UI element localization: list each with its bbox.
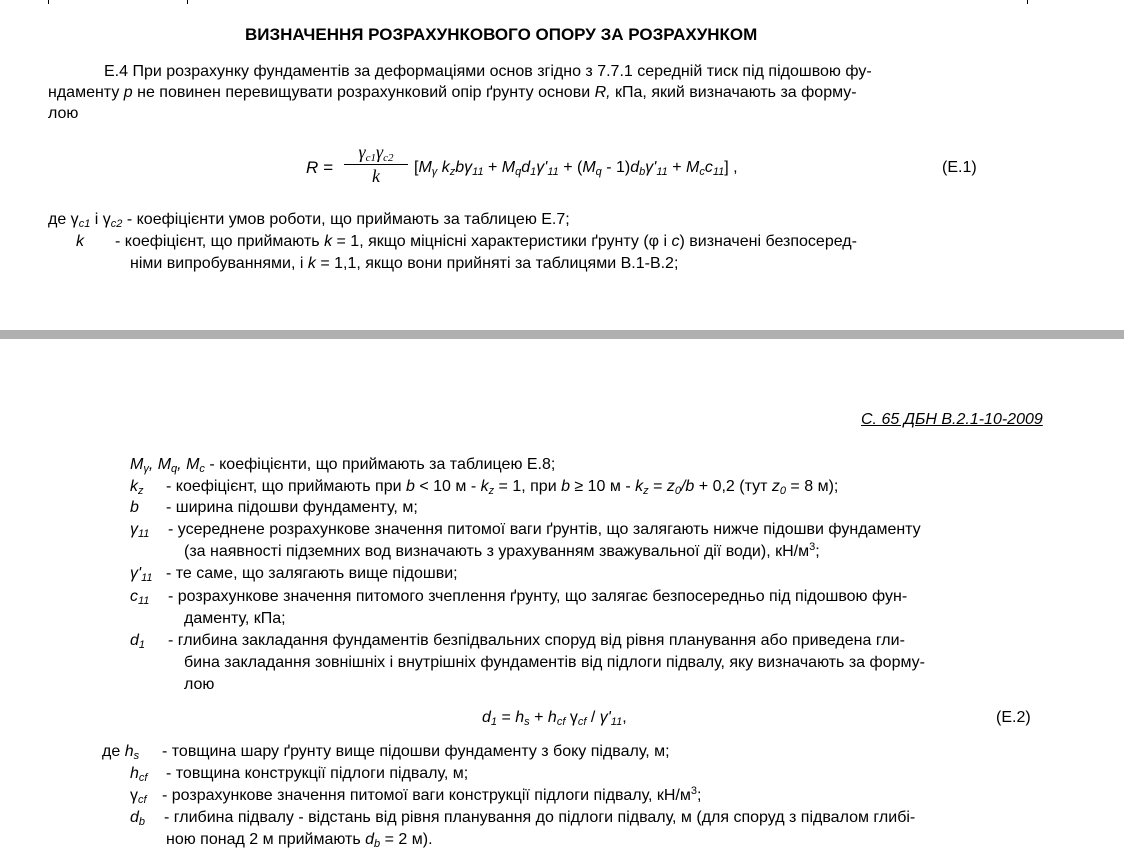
hs-symbol: де $h_s$ [102,743,140,762]
paragraph-e4-line1: Е.4 При розрахунку фундаментів за деформаціями основ згідно з 7.7.1 середній тиск під підошвою фу- [104,63,872,80]
formula-e1-body: [$M_\gamma$ $k_zb\gamma_{11} + M_qd_1\gamma'_{11} + (M_q - 1)d_b\gamma'_{11} + M_cc_{11}$] , [414,159,738,178]
page-divider [0,330,1124,339]
formula-e2-label: (Е.2) [996,709,1031,726]
def-gamma11-prime: - те саме, що залягають вище підошви; [166,565,458,582]
def-kz: - коефіцієнт, що приймають при b < 10 $м - k_z = 1$, при b ≥ 10 $м - k_z = z_0/b + 0,2$ (тут $z_0 = 8$ м); [166,478,839,497]
def-gamma11-line1: - усереднене розрахункове значення питомої ваги ґрунтів, що залягають нижче підошви фундаменту [168,521,921,538]
paragraph-e4-line2: ндаменту p не повинен перевищувати розрахунковий опір ґрунту основи R, кПа, який визначають за форму- [48,84,857,101]
kz-symbol: $k_z$ [130,478,144,497]
paragraph-e4-line3: лою [48,105,79,122]
b-symbol: b [130,499,139,516]
c11-symbol: $c_{11}$ [130,588,150,607]
def-hs: - товщина шару ґрунту вище підошви фундаменту з боку підвалу, м; [162,743,670,760]
where-gamma-c: де $\gamma_{c1}$ і $\gamma_{c2}$ - коефіцієнти умов роботи, що приймають за таблицею Е.7; [48,211,570,230]
def-gamma11-line2: (за наявності підземних вод визначають з урахуванням зважувальної дії води), $кН/м^3$; [184,541,820,560]
formula-e1-fraction [344,142,408,187]
page-header-reference: С. 65 ДБН В.2.1-10-2009 [861,411,1043,428]
d1-symbol: $d_1$ [130,632,146,651]
gamma11-symbol: $\gamma_{11}$ [130,521,150,540]
def-db-line2: ною понад 2 м приймають $d_b = 2$ м). [166,831,433,850]
def-hcf: - товщина конструкції підлоги підвалу, м; [166,765,469,782]
def-b: - ширина підошви фундаменту, м; [166,499,418,516]
page-edge-mark [1027,0,1028,4]
k-definition-line1: - коефіцієнт, що приймають k = 1, якщо міцнісні характеристики ґрунту (φ і c) визначені безпосеред- [115,233,857,250]
db-symbol: $d_b$ [130,809,146,828]
def-d1-line3: лою [184,676,215,693]
def-d1-line1: - глибина закладання фундаментів безпідвальних споруд від рівня планування або приведена гли- [168,632,905,649]
def-c11-line2: даменту, кПа; [184,610,286,627]
def-m-coefficients: $M_\gamma$, $M_q$, $M_c$ - коефіцієнти, що приймають за таблицею Е.8; [130,456,556,475]
formula-e2: $d_1 = h_s + h_{cf}$ $\gamma_{cf} / \gamma'_{11}$, [482,709,627,728]
formula-e1-label: (Е.1) [942,159,977,176]
def-c11-line1: - розрахункове значення питомого зчеплення ґрунту, що залягає безпосередньо під підошвою фун- [168,588,908,605]
k-symbol: k [76,233,84,250]
formula-e1-lhs: R = [306,158,333,177]
formula-e1-denominator: k [372,166,380,186]
page-edge-mark [48,0,49,4]
def-d1-line2: бина закладання зовнішніх і внутрішніх фундаментів від підлоги підвалу, яку визначають за форму- [184,654,925,671]
page-edge-mark [187,0,188,4]
formula-e1-numerator: $\gamma_{c1}\gamma_{c2}$ [358,142,394,164]
def-gamma-cf: - розрахункове значення питомої ваги конструкції підлоги підвалу, $кН/м^3$; [162,785,702,804]
gamma11-prime-symbol: $\gamma'_{11}$ [130,565,153,584]
section-heading: ВИЗНАЧЕННЯ РОЗРАХУНКОВОГО ОПОРУ ЗА РОЗРАХУНКОМ [245,25,758,44]
gamma-cf-symbol: $\gamma_{cf}$ [130,787,147,806]
def-db-line1: - глибина підвалу - відстань від рівня планування до підлоги підвалу, м (для споруд з підвалом глибі- [164,809,916,826]
k-definition-line2: німи випробуваннями, і k = 1,1, якщо вони прийняті за таблицями В.1-В.2; [130,255,679,272]
hcf-symbol: $h_{cf}$ [130,765,148,784]
